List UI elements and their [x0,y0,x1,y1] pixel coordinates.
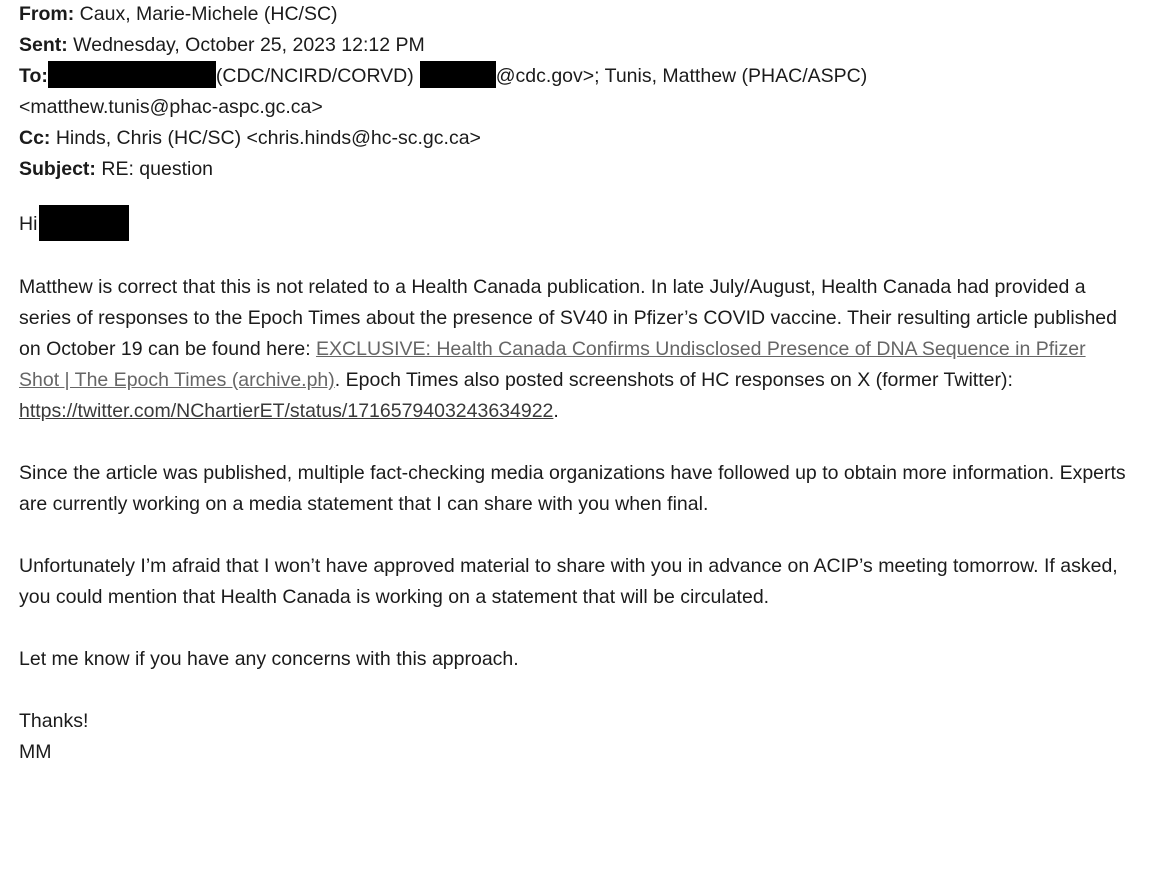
from-value: Caux, Marie-Michele (HC/SC) [79,3,338,25]
p4-text: Let me know if you have any concerns with this approach. [19,648,519,670]
p1-text-1: Matthew is correct that this is not related to a Health Canada publication. In late July/August, Health Canada had provided a series of responses to the Epoch Times about the presence of SV40 in Pfizer’s COVID vaccine. Their resulting article published on October 19 can be found here: [19,276,1117,360]
signature: MM [19,741,52,763]
to-recipient-rest: @cdc.gov>; Tunis, Matthew (PHAC/ASPC) [495,65,868,87]
body-paragraph-1 [19,272,1129,427]
subject-value: RE: question [101,158,214,180]
greeting-line [19,205,1129,241]
cc-value: Hinds, Chris (HC/SC) <chris.hinds@hc-sc.gc.ca> [55,127,481,149]
greeting: Hi [19,213,38,235]
p1-text-3: . [553,400,559,422]
email-document [19,0,1129,768]
body-paragraph-3 [19,551,1129,613]
subject-line [19,154,1129,185]
sign-off [19,706,1129,768]
to-line-continued [19,92,1129,123]
cc-line [19,123,1129,154]
epoch-times-article-link[interactable]: EXCLUSIVE: Health Canada Confirms Undisclosed Presence of DNA Sequence in Pfizer Shot | The Epoch Times (archive.ph) [19,338,1086,391]
subject-label: Subject: [19,158,96,180]
sent-line [19,30,1129,61]
email-header [19,0,1129,185]
body-paragraph-2 [19,458,1129,520]
redaction-box [420,61,496,88]
cc-label: Cc: [19,127,51,149]
to-recipient-email: <matthew.tunis@phac-aspc.gc.ca> [19,96,323,118]
sent-label: Sent: [19,34,68,56]
from-label: From: [19,3,75,25]
to-label: To: [19,65,48,87]
body-paragraph-4 [19,644,1129,675]
p3-text: Unfortunately I’m afraid that I won’t have approved material to share with you in advance on ACIP’s meeting tomorrow. If asked, you could mention that Health Canada is working on a statement that will be circulated. [19,555,1118,608]
from-line [19,0,1129,30]
closing: Thanks! [19,710,89,732]
p1-text-2: . Epoch Times also posted screenshots of HC responses on X (former Twitter): [334,369,1013,391]
redaction-box [39,205,129,241]
sent-value: Wednesday, October 25, 2023 12:12 PM [73,34,425,56]
to-recipient-org: (CDC/NCIRD/CORVD) [215,65,414,87]
twitter-status-link[interactable]: https://twitter.com/NChartierET/status/1716579403243634922 [19,400,554,422]
p2-text: Since the article was published, multiple fact-checking media organizations have followed up to obtain more information. Experts are currently working on a media statement that I can share with you when final. [19,462,1126,515]
to-line [19,61,1129,92]
redaction-box [48,61,216,88]
